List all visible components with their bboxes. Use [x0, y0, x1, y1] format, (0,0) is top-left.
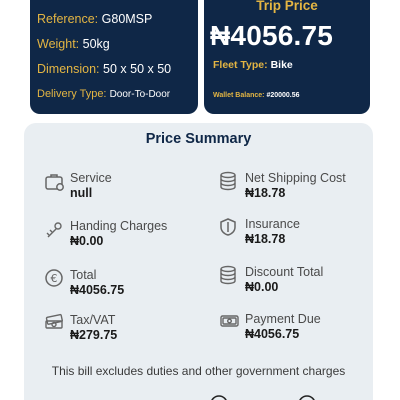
trip-price-title: Trip Price: [256, 0, 318, 13]
service-label: Service: [70, 171, 112, 185]
delivery-type-label: Delivery Type:: [37, 88, 107, 100]
fleet-type-label: Fleet Type:: [213, 59, 268, 71]
tax-vat-label: Tax/VAT: [70, 313, 116, 327]
payment-due-label: Payment Due: [245, 312, 321, 326]
handing-charges-label: Handing Charges: [70, 219, 168, 233]
trip-price-card: [204, 0, 370, 114]
price-summary-title: Price Summary: [145, 131, 252, 147]
price-summary-panel: [24, 123, 373, 400]
dimension-row: [37, 57, 198, 82]
reference-value: G80MSP: [101, 12, 153, 26]
service-value: null: [70, 186, 93, 200]
duties-note: This bill excludes duties and other government charges: [51, 364, 346, 378]
info-icon[interactable]: [208, 393, 230, 400]
net-shipping-cost-value: ₦18.78: [245, 186, 286, 200]
wrench-icon: [44, 219, 66, 241]
total-label: Total: [70, 268, 97, 282]
wallet-balance-value: #20000.56: [266, 92, 300, 99]
dimension-label: Dimension:: [37, 62, 100, 76]
payment-due-value: ₦4056.75: [245, 327, 300, 341]
discount-total-label: Discount Total: [245, 265, 324, 279]
svg-text:€: €: [50, 272, 58, 285]
dimension-value: 50 x 50 x 50: [103, 62, 172, 76]
net-shipping-cost-label: Net Shipping Cost: [245, 171, 346, 185]
weight-row: [37, 32, 198, 57]
discount-total-value: ₦0.00: [245, 280, 279, 294]
reference-row: [37, 7, 198, 32]
coins-stack-icon: [219, 171, 241, 193]
trip-price-amount: ₦4056.75: [210, 20, 334, 51]
fleet-type-value: Bike: [270, 59, 293, 71]
shield-icon: [219, 217, 241, 239]
handing-charges-value: ₦0.00: [70, 234, 104, 248]
fleet-type-row: [213, 59, 293, 71]
banknote-icon: [219, 312, 241, 334]
reference-label: Reference:: [37, 12, 99, 26]
weight-value: 50kg: [82, 37, 110, 51]
help-icon[interactable]: [296, 393, 318, 400]
coins-stack-icon: [219, 265, 241, 287]
delivery-type-value: Door-To-Door: [109, 89, 171, 100]
delivery-type-row: [37, 82, 198, 107]
order-details-card: [30, 0, 198, 114]
euro-coin-icon: [44, 268, 66, 290]
cash-stack-icon: [44, 313, 66, 335]
wallet-balance-row: [213, 92, 300, 99]
insurance-label: Insurance: [245, 217, 300, 231]
tax-vat-value: ₦279.75: [70, 328, 118, 342]
total-value: ₦4056.75: [70, 283, 125, 297]
insurance-value: ₦18.78: [245, 232, 286, 246]
wallet-balance-label: Wallet Balance:: [213, 92, 265, 99]
weight-label: Weight:: [37, 37, 80, 51]
briefcase-icon: [44, 171, 66, 193]
